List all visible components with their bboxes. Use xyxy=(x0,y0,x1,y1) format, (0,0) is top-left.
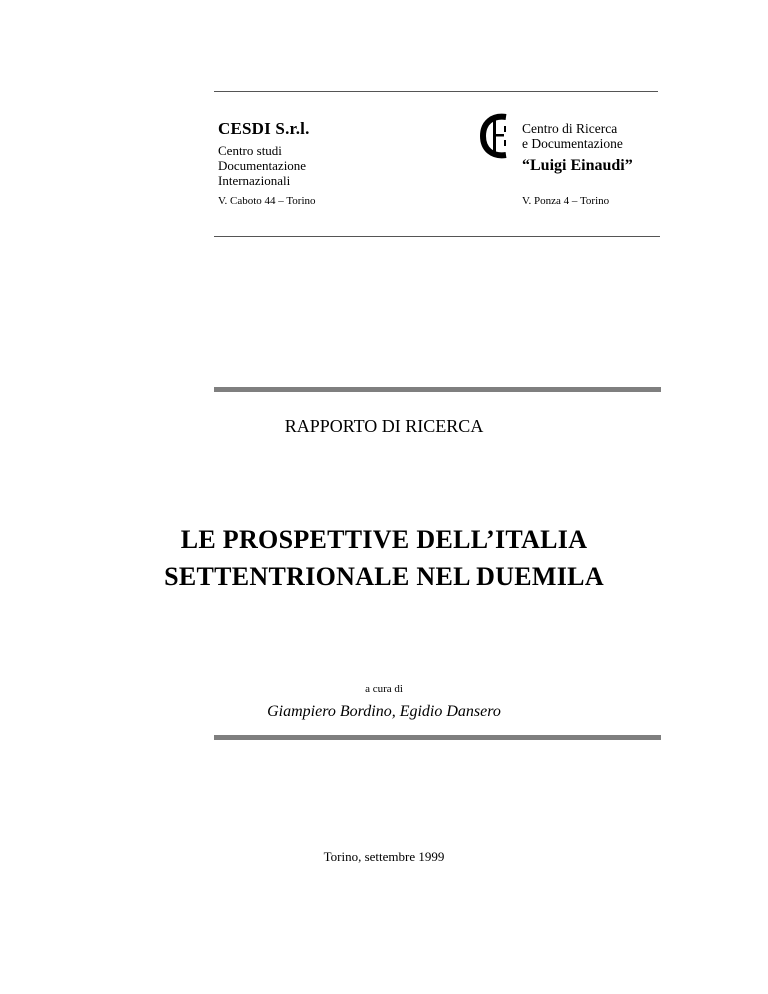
einaudi-address: V. Ponza 4 – Torino xyxy=(522,195,610,207)
einaudi-line-1: Centro di Ricerca xyxy=(522,121,618,136)
einaudi-name: “Luigi Einaudi” xyxy=(522,157,633,174)
ce-monogram-logo-icon xyxy=(480,113,514,159)
cesdi-line-2: Documentazione xyxy=(218,158,307,173)
cesdi-line-3: Internazionali xyxy=(218,173,291,188)
cesdi-address: V. Caboto 44 – Torino xyxy=(218,195,316,207)
einaudi-line-2: e Documentazione xyxy=(522,136,623,151)
cesdi-name: CESDI S.r.l. xyxy=(218,119,310,138)
cesdi-line-1: Centro studi xyxy=(218,143,282,158)
title-bottom-rule xyxy=(214,735,661,740)
header-bottom-rule xyxy=(214,236,660,237)
title-line-2: SETTENTRIONALE NEL DUEMILA xyxy=(164,562,604,591)
report-type: RAPPORTO DI RICERCA xyxy=(284,416,484,436)
title-line-1: LE PROSPETTIVE DELL’ITALIA xyxy=(180,525,588,554)
header-top-rule xyxy=(214,91,658,92)
title-top-rule xyxy=(214,387,661,392)
place-date: Torino, settembre 1999 xyxy=(323,849,445,864)
editor-label: a cura di xyxy=(365,683,403,695)
editors: Giampiero Bordino, Egidio Dansero xyxy=(267,703,501,720)
